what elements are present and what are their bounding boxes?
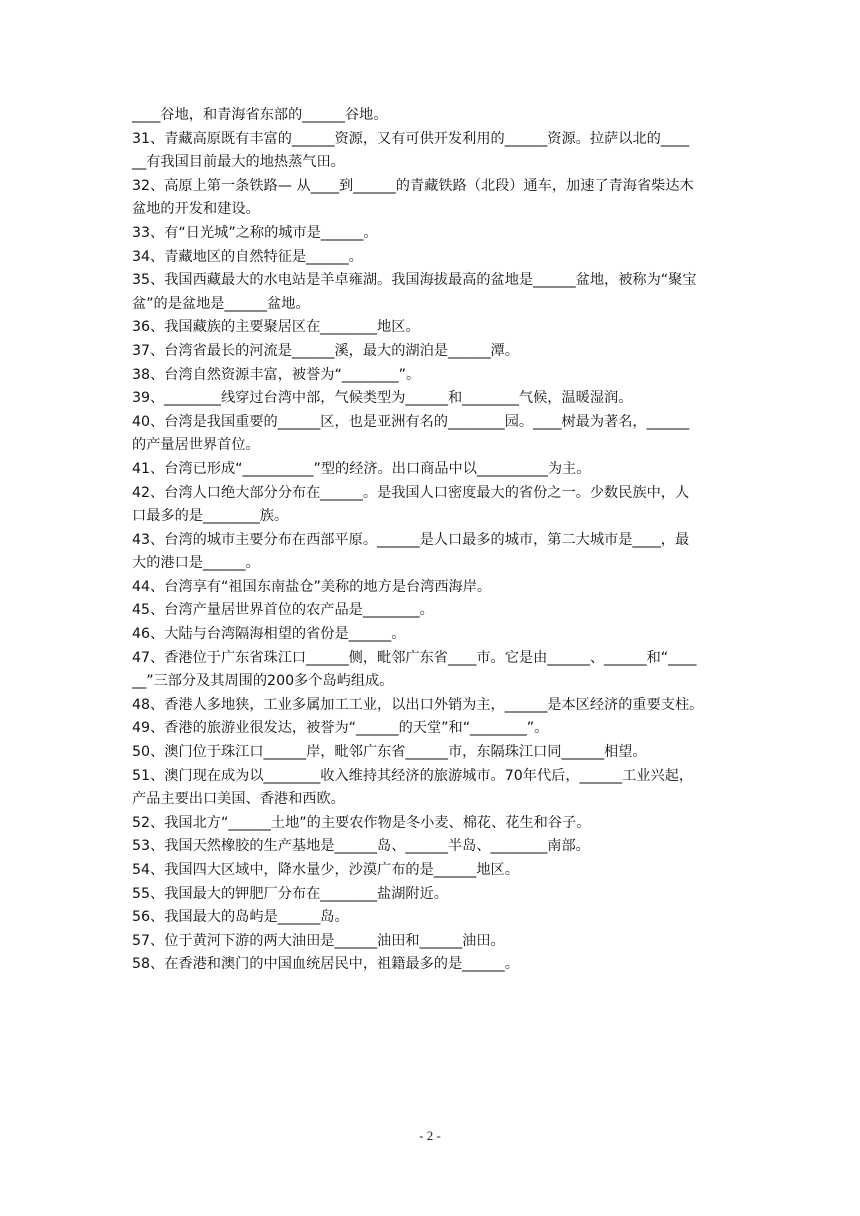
question-36: 36、我国藏族的主要聚居区在________地区。 [132,319,420,336]
question-38: 38、台湾自然资源丰富，被誉为“________”。 [132,366,421,383]
text-line: 的产量居世界首位。 [132,437,260,454]
question-51: 51、澳门现在成为以________收入维持其经济的旅游城市。70年代后，______工业兴起， [132,767,694,784]
question-45: 45、台湾产量居世界首位的农产品是________。 [132,602,434,619]
question-37: 37、台湾省最长的河流是______溪，最大的湖泊是______潭。 [132,342,519,359]
question-34: 34、青藏地区的自然特征是______。 [132,248,363,265]
text-line: __有我国目前最大的地热蒸气田。 [132,154,345,171]
question-49: 49、香港的旅游业很发达，被誉为“______的天堂”和“________”。 [132,720,549,737]
question-43: 43、台湾的城市主要分布在西部平原。______是人口最多的城市，第二大城市是____，最 [132,531,690,548]
question-42: 42、台湾人口绝大部分分布在______。是我国人口密度最大的省份之一。少数民族中，人 [132,484,690,501]
question-33: 33、有“日光城”之称的城市是______。 [132,224,378,241]
question-54: 54、我国四大区域中，降水量少，沙漠广布的是______地区。 [132,862,519,878]
text-line: 产品主要出口美国、香港和西欧。 [132,791,345,808]
page-number: - 2 - [419,1128,441,1143]
question-56: 56、我国最大的岛屿是______岛。 [132,909,349,926]
question-58: 58、在香港和澳门的中国血统居民中，祖籍最多的是______。 [132,956,519,973]
question-31: 31、青藏高原既有丰富的______资源，又有可供开发利用的______资源。拉萨以北的____ [132,130,690,147]
text-line: ____谷地，和青海省东部的______谷地。 [132,107,388,123]
question-48: 48、香港人多地狭，工业多属加工工业，以出口外销为主，______是本区经济的重要支柱。 [132,696,704,713]
text-line: 盆”的是盆地是______盆地。 [132,295,310,312]
text-line: 口最多的是________族。 [132,508,289,525]
question-32: 32、高原上第一条铁路— 从____到______的青藏铁路（北段）通车，加速了青海省柴达木 [132,177,694,194]
question-52: 52、我国北方“______土地”的主要农作物是冬小麦、棉花、花生和谷子。 [132,814,591,831]
question-46: 46、大陆与台湾隔海相望的省份是______。 [132,626,406,643]
question-47: 47、香港位于广东省珠江口______侧，毗邻广东省____市。它是由______、______和“____ [132,649,697,666]
document-body [132,104,732,977]
question-35: 35、我国西藏最大的水电站是羊卓雍湖。我国海拔最高的盆地是______盆地，被称为“聚宝 [132,272,697,289]
question-50: 50、澳门位于珠江口______岸，毗邻广东省______市，东隔珠江口同______相望。 [132,744,647,761]
question-40: 40、台湾是我国重要的______区，也是亚洲有名的________园。____树最为著名，______ [132,413,690,430]
question-44: 44、台湾享有“祖国东南盐仓”美称的地方是台湾西海岸。 [132,578,492,595]
text-line: 盆地的开发和建设。 [132,201,260,218]
question-57: 57、位于黄河下游的两大油田是______油田和______油田。 [132,932,505,949]
text-line: __”三部分及其周围的200多个岛屿组成。 [132,673,394,690]
text-line: 大的港口是______。 [132,555,260,572]
question-39: 39、________线穿过台湾中部，气候类型为______和________气候，温暖湿润。 [132,390,633,407]
question-55: 55、我国最大的钾肥厂分布在________盐湖附近。 [132,885,448,902]
question-53: 53、我国天然橡胶的生产基地是______岛、______半岛、________南部。 [132,838,590,855]
question-41: 41、台湾已形成“__________”型的经济。出口商品中以__________为主。 [132,460,591,477]
